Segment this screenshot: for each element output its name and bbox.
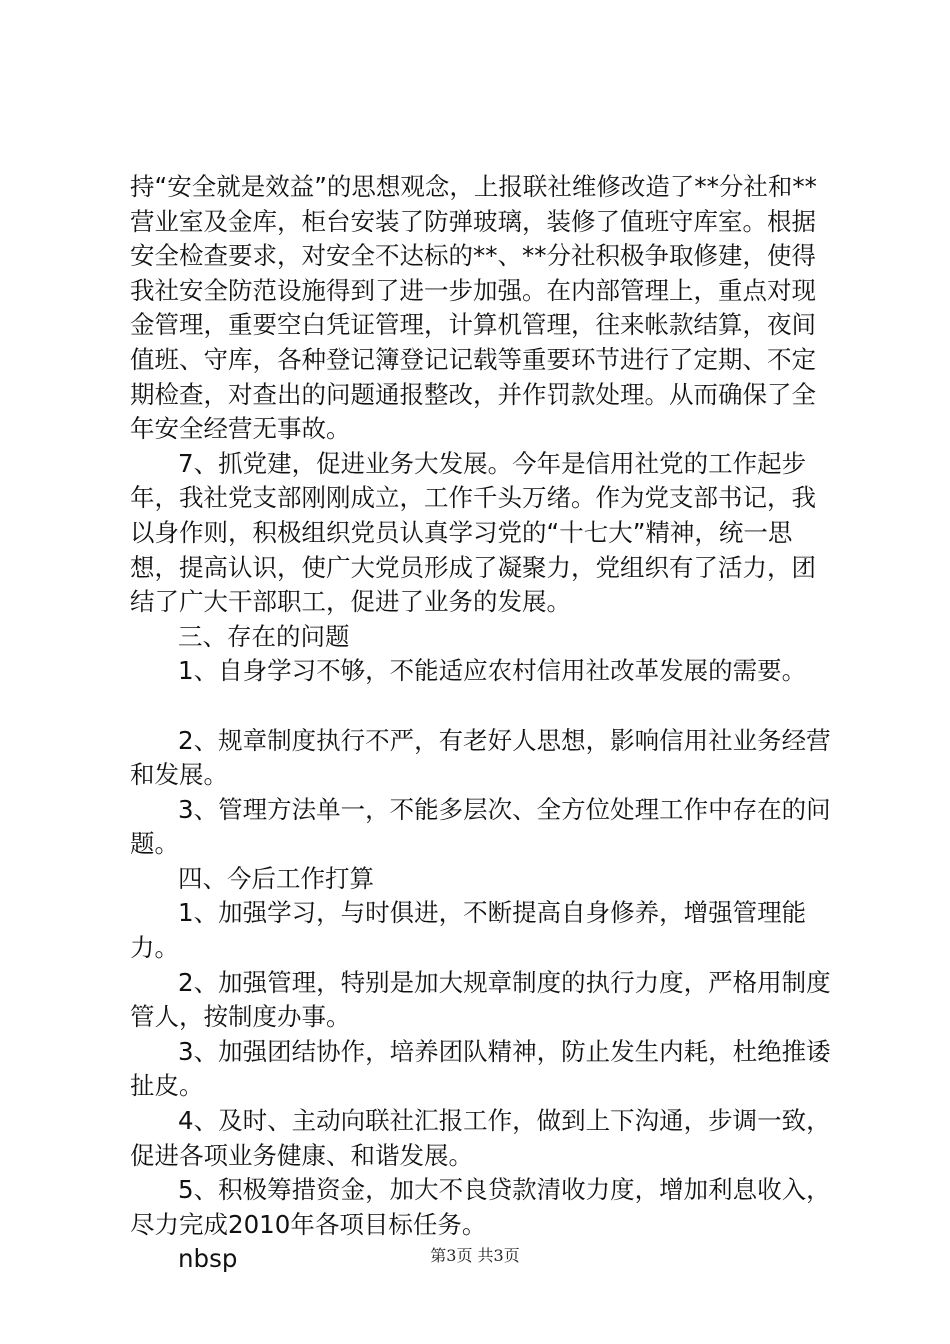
plan-item-4: 4、及时、主动向联社汇报工作，做到上下沟通，步调一致，促进各项业务健康、和谐发展。 bbox=[130, 1106, 831, 1170]
blank-line bbox=[130, 689, 840, 724]
problem-item-2: 2、规章制度执行不严，有老好人思想，影响信用社业务经营和发展。 bbox=[130, 725, 831, 790]
paragraph-party-building: 7、抓党建，促进业务大发展。今年是信用社党的工作起步年，我社党支部刚刚成立，工作千头万绪。作为党支部书记，我以身作则，积极组织党员认真学习党的“十七大”精神，统一思想，提高认识，使广大党员形成了凝聚力，党组织有了活力，团结了广大干部职工，促进了业务的发展。 bbox=[130, 448, 816, 617]
plan-item-3: 3、加强团结协作，培养团队精神，防止发生内耗，杜绝推诿扯皮。 bbox=[130, 1036, 831, 1101]
trailing-text: nbsp bbox=[178, 1244, 238, 1274]
plan-item-1: 1、加强学习，与时俱进，不断提高自身修养，增强管理能力。 bbox=[130, 898, 807, 963]
problem-item-1: 1、自身学习不够，不能适应农村信用社改革发展的需要。 bbox=[178, 656, 807, 686]
section-heading-plans: 四、今后工作打算 bbox=[178, 863, 374, 893]
plan-item-5: 5、积极筹措资金，加大不良贷款清收力度，增加利息收入，尽力完成2010年各项目标任务。 bbox=[130, 1175, 831, 1239]
page-footer: 第3页 共3页 bbox=[430, 1246, 520, 1265]
paragraph-security-management: 持“安全就是效益”的思想观念，上报联社维修改造了**分社和**营业室及金库，柜台安装了防弹玻璃，装修了值班守库室。根据安全检查要求，对安全不达标的**、**分社积极争取修建，使得我社安全防范设施得到了进一步加强。在内部管理上，重点对现金管理，重要空白凭证管理，计算机管理，往来帐款结算，夜间值班、守库，各种登记簿登记记载等重要环节进行了定期、不定期检查，对查出的问题通报整改，并作罚款处理。从而确保了全年安全经营无事故。 bbox=[130, 172, 817, 444]
section-heading-problems: 三、存在的问题 bbox=[178, 621, 350, 651]
problem-item-3: 3、管理方法单一，不能多层次、全方位处理工作中存在的问题。 bbox=[130, 794, 831, 859]
plan-item-2: 2、加强管理，特别是加大规章制度的执行力度，严格用制度管人，按制度办事。 bbox=[130, 967, 831, 1032]
document-body bbox=[130, 170, 840, 1277]
